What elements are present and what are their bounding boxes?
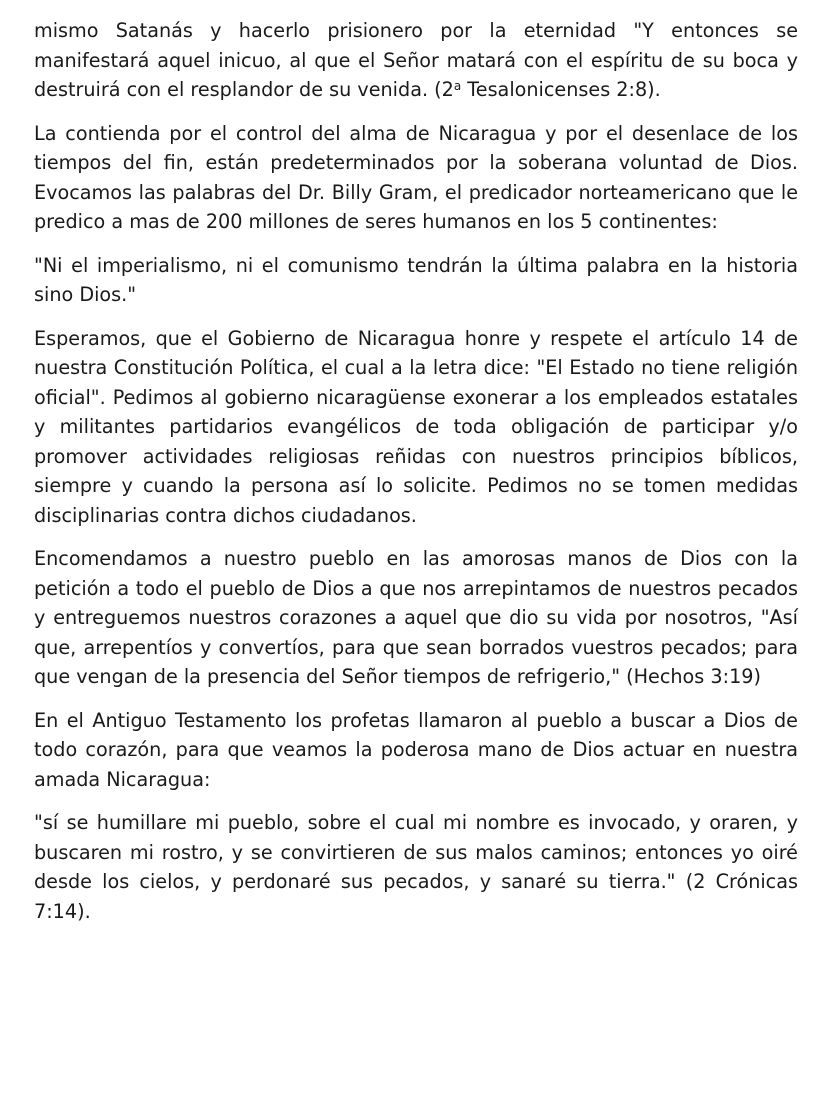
paragraph-4: Esperamos, que el Gobierno de Nicaragua honre y respete el artículo 14 de nuestra Constitución Política, el cual a la letra dice: "El Estado no tiene religión oficial". Pedimos al gobierno nicaragüense exonerar a los empleados estatales y militantes partidarios evangélicos de toda obligación de participar y/o promover actividades religiosas reñidas con nuestros principios bíblicos, siempre y cuando la persona así lo solicite. Pedimos no se tomen medidas disciplinarias contra dichos ciudadanos. [34, 326, 798, 527]
document-page [34, 16, 798, 940]
paragraph-1 [34, 16, 798, 105]
paragraph-2: La contienda por el control del alma de Nicaragua y por el desenlace de los tiempos del fin, están predeterminados por la soberana voluntad de Dios. Evocamos las palabras del Dr. Billy Gram, el predicador norteamericano que le predico a mas de 200 millones de seres humanos en los 5 continentes: [34, 121, 798, 233]
paragraph-1-text-after: Tesalonicenses 2:8). [461, 78, 661, 101]
paragraph-1-text: mismo Satanás y hacerlo prisionero por la eternidad "Y entonces se manifestará aquel inicuo, al que el Señor matará con el espíritu de su boca y destruirá con el resplandor de su venida. (2 [34, 19, 798, 101]
paragraph-7-quote: "sí se humillare mi pueblo, sobre el cual mi nombre es invocado, y oraren, y buscaren mi rostro, y se convirtieren de sus malos caminos; entonces yo oiré desde los cielos, y perdonaré sus pecados, y sanaré su tierra." (2 Crónicas 7:14). [34, 811, 798, 923]
paragraph-6: En el Antiguo Testamento los profetas llamaron al pueblo a buscar a Dios de todo corazón, para que veamos la poderosa mano de Dios actuar en nuestra amada Nicaragua: [34, 708, 798, 791]
ordinal-superscript: a [453, 79, 462, 93]
paragraph-3-quote: "Ni el imperialismo, ni el comunismo tendrán la última palabra en la historia sino Dios." [34, 253, 798, 306]
paragraph-5: Encomendamos a nuestro pueblo en las amorosas manos de Dios con la petición a todo el pueblo de Dios a que nos arrepintamos de nuestros pecados y entreguemos nuestros corazones a aquel que dio su vida por nosotros, "Así que, arrepentíos y convertíos, para que sean borrados vuestros pecados; para que vengan de la presencia del Señor tiempos de refrigerio," (Hechos 3:19) [34, 547, 798, 688]
